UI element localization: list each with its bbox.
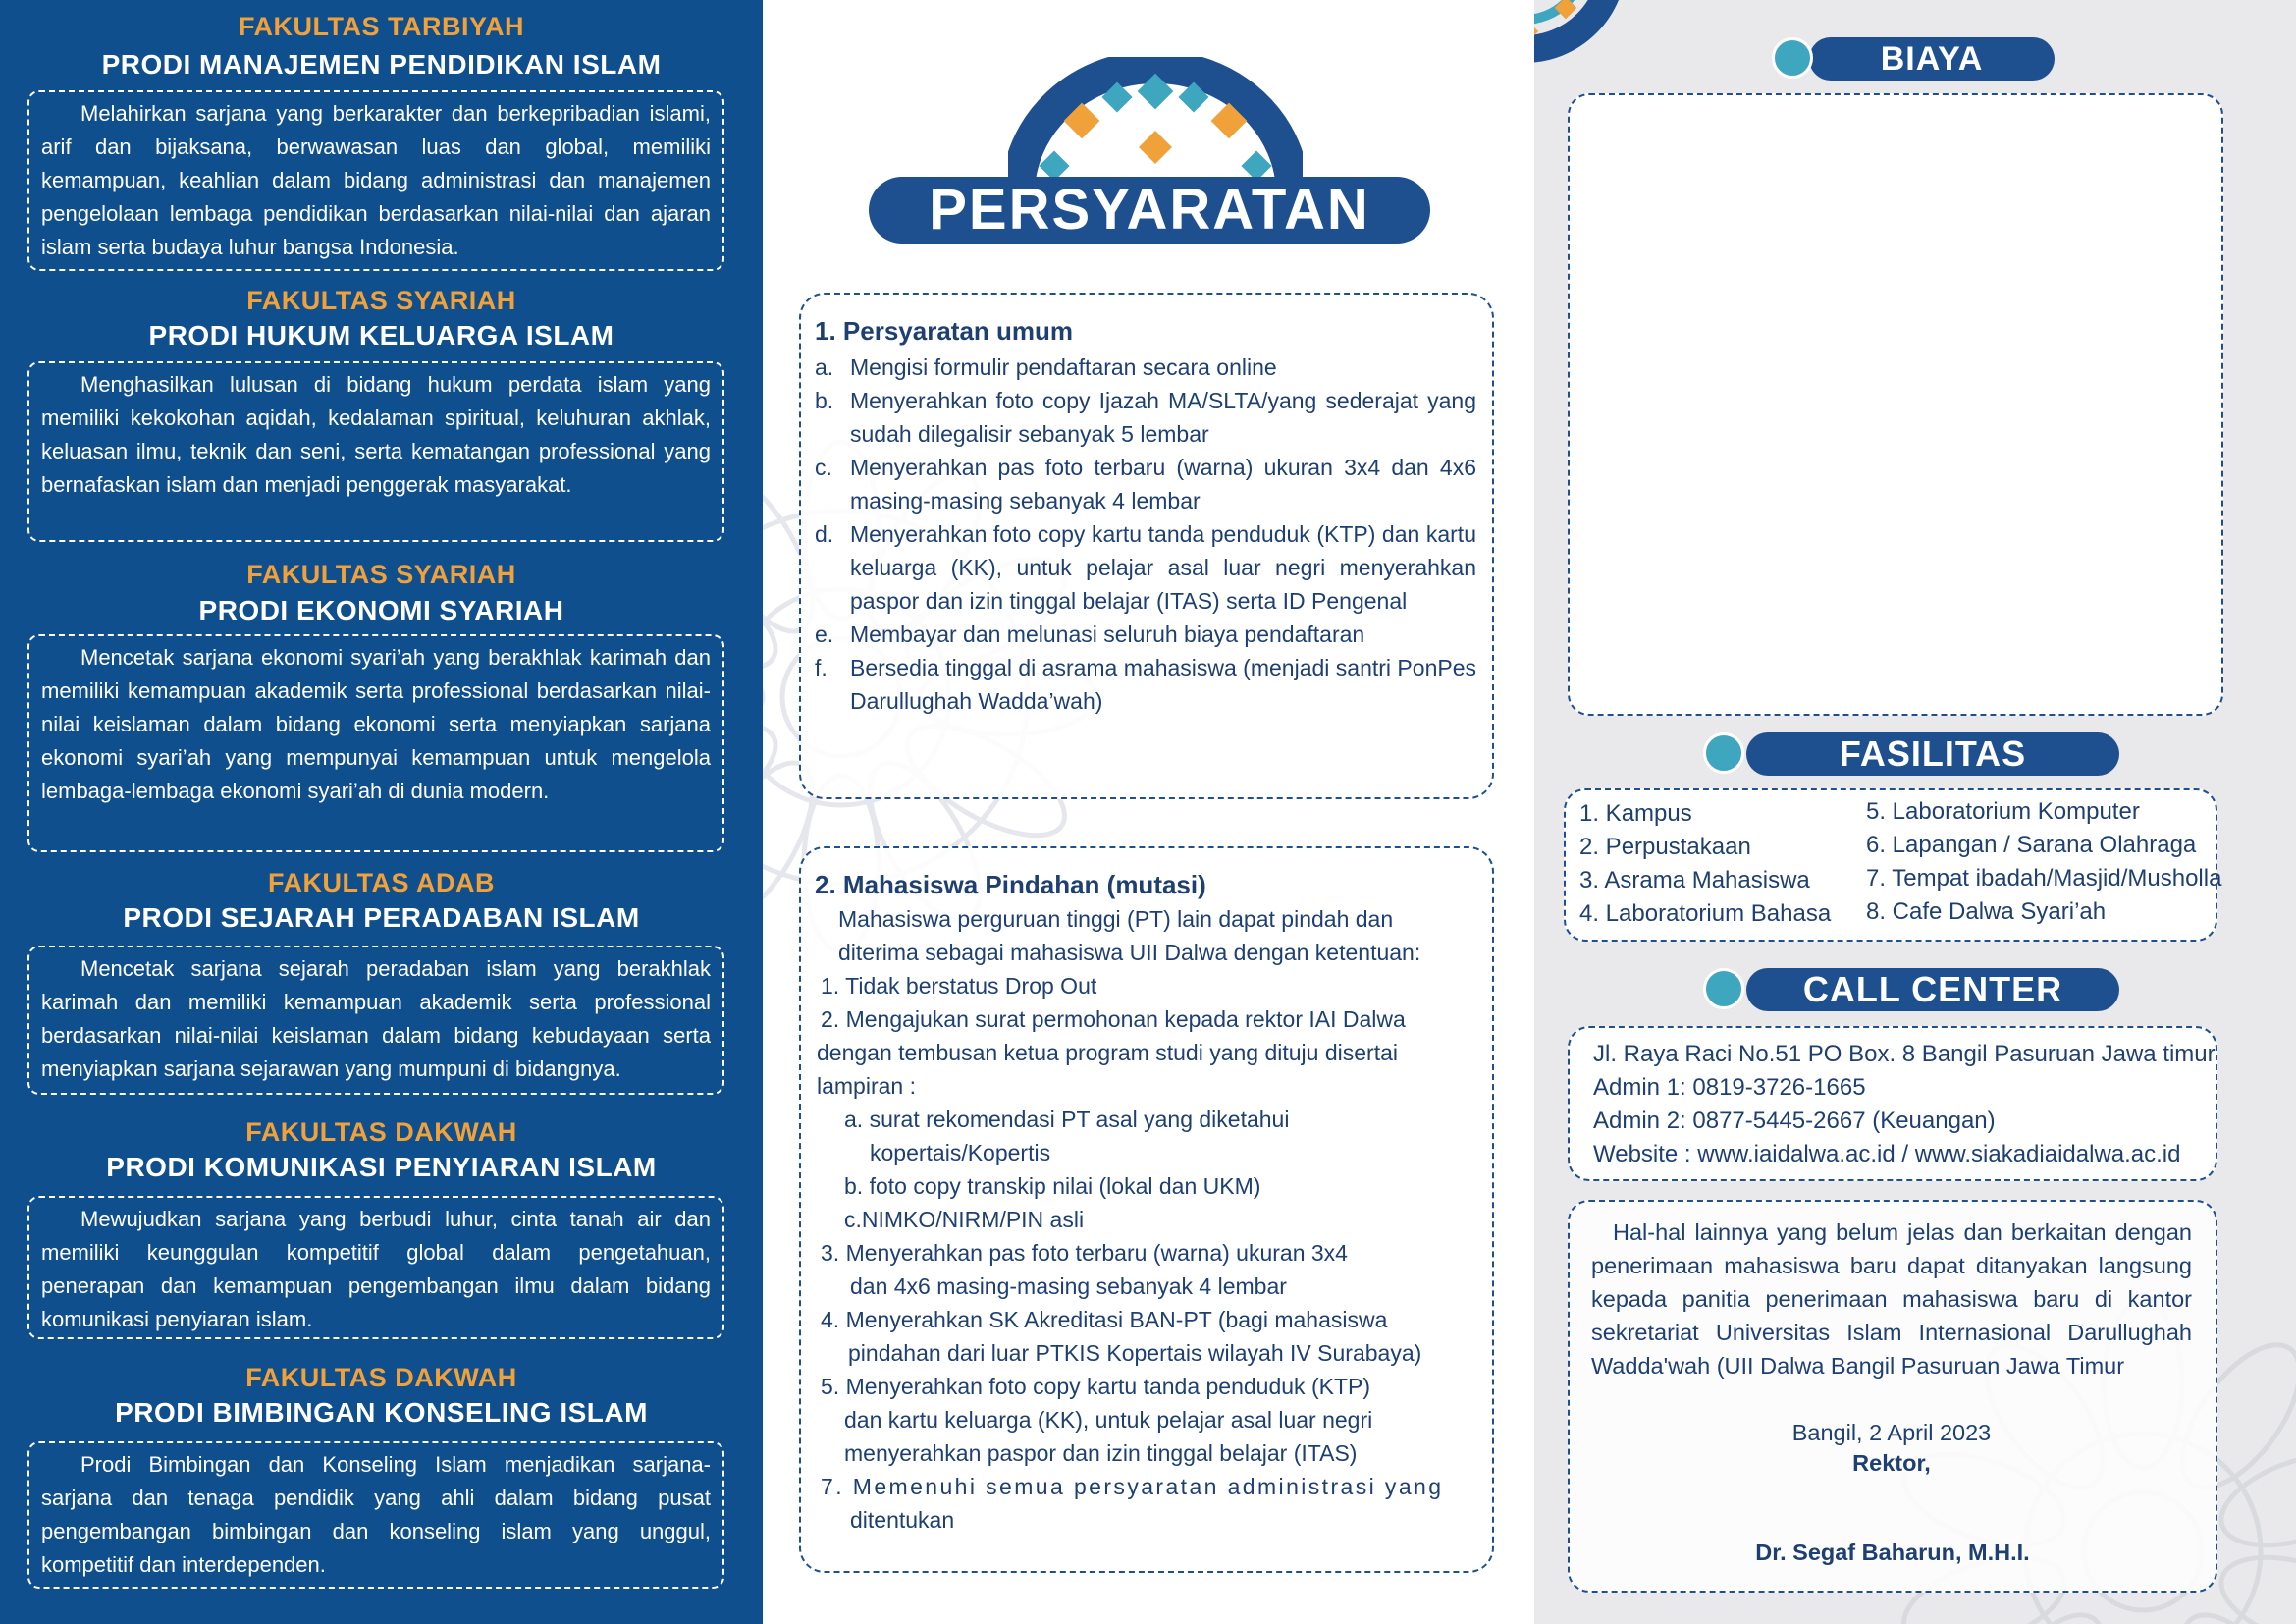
transfer-line: 2. Mengajukan surat permohonan kepada rektor IAI Dalwa <box>821 1006 1406 1032</box>
prodi-description: Mewujudkan sarjana yang berbudi luhur, cinta tanah air dan memiliki keunggulan kompetitif global dalam pengetahuan, penerapan dan kemampuan pengembangan ilmu dalam bidang komunikasi penyiaran islam. <box>41 1207 711 1331</box>
transfer-requirements-heading: 2. Mahasiswa Pindahan (mutasi) <box>815 870 1206 899</box>
corner-ornament-icon <box>1534 0 1623 98</box>
facility-item: 1. Kampus <box>1579 800 1692 827</box>
transfer-line: 7. Memenuhi semua persyaratan administrasi yang <box>821 1474 1444 1499</box>
signer-role: Rektor, <box>1852 1450 1931 1476</box>
transfer-line: 3. Menyerahkan pas foto terbaru (warna) ukuran 3x4 <box>821 1240 1348 1266</box>
call-center-box <box>1568 1026 2217 1181</box>
facility-item: 3. Asrama Mahasiswa <box>1579 867 1810 893</box>
address-line: Jl. Raya Raci No.51 PO Box. 8 Bangil Pasuruan Jawa timur <box>1593 1041 2216 1067</box>
requirement-item: b. Menyerahkan foto copy Ijazah MA/SLTA/yang sederajat yang sudah dilegalisir sebanyak 5 lembar <box>815 388 1476 447</box>
prodi-description-box <box>27 361 724 542</box>
transfer-line: 5. Menyerahkan foto copy kartu tanda penduduk (KTP) <box>821 1374 1370 1399</box>
general-requirements-heading: 1. Persyaratan umum <box>815 316 1074 346</box>
signatory-name: Dr. Segaf Baharun, M.H.I. <box>1755 1540 2030 1565</box>
requirement-item: f. Bersedia tinggal di asrama mahasiswa (menjadi santri PonPes Darullughah Wadda’wah) <box>815 655 1476 714</box>
transfer-line: b. foto copy transkip nilai (lokal dan UKM) <box>844 1173 1261 1199</box>
prodi-description-box <box>27 634 724 852</box>
website-line[interactable]: Website : www.iaidalwa.ac.id / www.siakadiaidalwa.ac.id <box>1593 1141 2181 1167</box>
prodi-title: PRODI KOMUNIKASI PENYIARAN ISLAM <box>106 1152 657 1182</box>
persyaratan-banner: PERSYARATAN <box>869 177 1430 244</box>
info-column <box>1534 0 2296 1624</box>
transfer-line: pindahan dari luar PTKIS Kopertais wilayah IV Surabaya) <box>848 1340 1422 1366</box>
prodi-description-box <box>27 1441 724 1589</box>
facility-item: 5. Laboratorium Komputer <box>1866 798 2140 825</box>
prodi-description-box <box>27 1196 724 1339</box>
prodi-title: PRODI SEJARAH PERADABAN ISLAM <box>123 902 640 933</box>
arch-ornament-icon <box>1008 57 1303 194</box>
prodi-title: PRODI BIMBINGAN KONSELING ISLAM <box>115 1397 648 1428</box>
prodi-title: PRODI MANAJEMEN PENDIDIKAN ISLAM <box>101 49 662 80</box>
prodi-description: Mencetak sarjana ekonomi syari’ah yang berakhlak karimah dan memiliki kemampuan akademik serta professional berdasarkan nilai-nilai keislaman dalam bidang ekonomi serta menyiapkan sarjana ekonomi syari’ah yang mempunyai kemampuan untuk mengelola lembaga-lembaga ekonomi syari’ah di dunia modern. <box>41 645 711 803</box>
faculty-title: FAKULTAS TARBIYAH <box>239 12 524 41</box>
transfer-line: 4. Menyerahkan SK Akreditasi BAN-PT (bagi mahasiswa <box>821 1307 1388 1332</box>
header-bullet-icon <box>1703 968 1744 1009</box>
prodi-description-box <box>27 946 724 1095</box>
prodi-title: PRODI EKONOMI SYARIAH <box>198 595 564 625</box>
transfer-line: dan 4x6 masing-masing sebanyak 4 lembar <box>850 1273 1287 1299</box>
transfer-line: lampiran : <box>817 1073 916 1099</box>
info-text: Hal-hal lainnya yang belum jelas dan berkaitan dengan penerimaan mahasiswa baru dapat ditanyakan langsung kepada panitia penerimaan mahasiswa baru di kantor sekretariat Universitas Islam Internasional Darullughah Wadda'wah (UII Dalwa Bangil Pasuruan Jawa Timur <box>1591 1219 2192 1379</box>
transfer-line: kopertais/Kopertis <box>870 1140 1051 1165</box>
header-bullet-icon <box>1772 37 1813 79</box>
faculty-title: FAKULTAS SYARIAH <box>246 560 516 589</box>
facility-item: 2. Perpustakaan <box>1579 834 1751 860</box>
facility-item: 4. Laboratorium Bahasa <box>1579 900 1832 927</box>
facility-item: 7. Tempat ibadah/Masjid/Musholla <box>1866 865 2222 892</box>
prodi-description: Melahirkan sarjana yang berkarakter dan berkepribadian islami, arif dan bijaksana, berwawasan luas dan global, memiliki kemampuan, keahlian dalam bidang administrasi dan manajemen pengelolaan lembaga pendidikan berdasarkan nilai-nilai dan ajaran islam serta budaya luhur bangsa Indonesia. <box>41 101 711 259</box>
call-center-header: CALL CENTER <box>1746 968 2119 1011</box>
requirement-item: e. Membayar dan melunasi seluruh biaya pendaftaran <box>815 622 1365 647</box>
prodi-description: Mencetak sarjana sejarah peradaban islam yang berakhlak karimah dan memiliki kemampuan akademik serta professional berdasarkan nilai-nilai keislaman dalam bidang kebudayaan serta menyiapkan sarjana sejarawan yang mumpuni di bidangnya. <box>41 956 711 1081</box>
faculty-title: FAKULTAS DAKWAH <box>245 1363 517 1392</box>
place-date: Bangil, 2 April 2023 <box>1791 1420 1992 1445</box>
facility-item: 6. Lapangan / Sarana Olahraga <box>1866 832 2197 858</box>
transfer-line: diterima sebagai mahasiswa UII Dalwa dengan ketentuan: <box>838 940 1421 965</box>
faculty-title: FAKULTAS ADAB <box>268 868 495 897</box>
facility-item: 8. Cafe Dalwa Syari’ah <box>1866 898 2107 925</box>
prodi-description: Prodi Bimbingan dan Konseling Islam menjadikan sarjana-sarjana dan tenaga pendidik yang ahli dalam bidang pusat pengembangan bimbingan dan konseling islam yang unggul, kompetitif dan interdependen. <box>41 1452 711 1577</box>
faculty-title: FAKULTAS DAKWAH <box>245 1117 517 1147</box>
info-box <box>1568 1200 2217 1593</box>
biaya-header: BIAYA <box>1809 37 2055 81</box>
admin-2-phone: Admin 2: 0877-5445-2667 (Keuangan) <box>1593 1108 1996 1134</box>
transfer-line: dan kartu keluarga (KK), untuk pelajar asal luar negri <box>844 1407 1373 1433</box>
prodi-description-box <box>27 90 724 271</box>
requirement-item: c. Menyerahkan pas foto terbaru (warna) ukuran 3x4 dan 4x6 masing-masing sebanyak 4 lembar <box>815 455 1476 514</box>
requirements-column <box>763 0 1534 1624</box>
transfer-line: dengan tembusan ketua program studi yang dituju disertai <box>817 1040 1398 1065</box>
transfer-line: a. surat rekomendasi PT asal yang diketahui <box>844 1107 1290 1132</box>
header-bullet-icon <box>1703 732 1744 774</box>
faculty-title: FAKULTAS SYARIAH <box>246 286 516 315</box>
admin-1-phone: Admin 1: 0819-3726-1665 <box>1593 1074 1866 1101</box>
faculty-column <box>0 0 763 1624</box>
transfer-requirements-box <box>799 846 1494 1573</box>
transfer-line: ditentukan <box>850 1507 955 1533</box>
prodi-description: Menghasilkan lulusan di bidang hukum perdata islam yang memiliki kekokohan aqidah, kedalaman spiritual, keluhuran akhlak, keluasan ilmu, teknik dan seni, serta kematangan professional yang bernafaskan islam dan menjadi penggerak masyarakat. <box>41 372 711 497</box>
biaya-box <box>1568 93 2223 716</box>
transfer-line: c.NIMKO/NIRM/PIN asli <box>844 1207 1085 1232</box>
transfer-line: 1. Tidak berstatus Drop Out <box>821 973 1097 999</box>
general-requirements-box <box>799 293 1494 799</box>
fasilitas-box <box>1564 788 2222 942</box>
requirement-item: a. Mengisi formulir pendaftaran secara online <box>815 354 1277 380</box>
fasilitas-header: FASILITAS <box>1746 732 2119 776</box>
requirement-item: d. Menyerahkan foto copy kartu tanda penduduk (KTP) dan kartu keluarga (KK), untuk pelajar asal luar negri menyerahkan paspor dan izin tinggal belajar (ITAS) serta ID Pengenal <box>815 521 1476 614</box>
transfer-line: menyerahkan paspor dan izin tinggal belajar (ITAS) <box>844 1440 1358 1466</box>
prodi-title: PRODI HUKUM KELUARGA ISLAM <box>148 320 614 351</box>
transfer-line: Mahasiswa perguruan tinggi (PT) lain dapat pindah dan <box>838 906 1394 932</box>
